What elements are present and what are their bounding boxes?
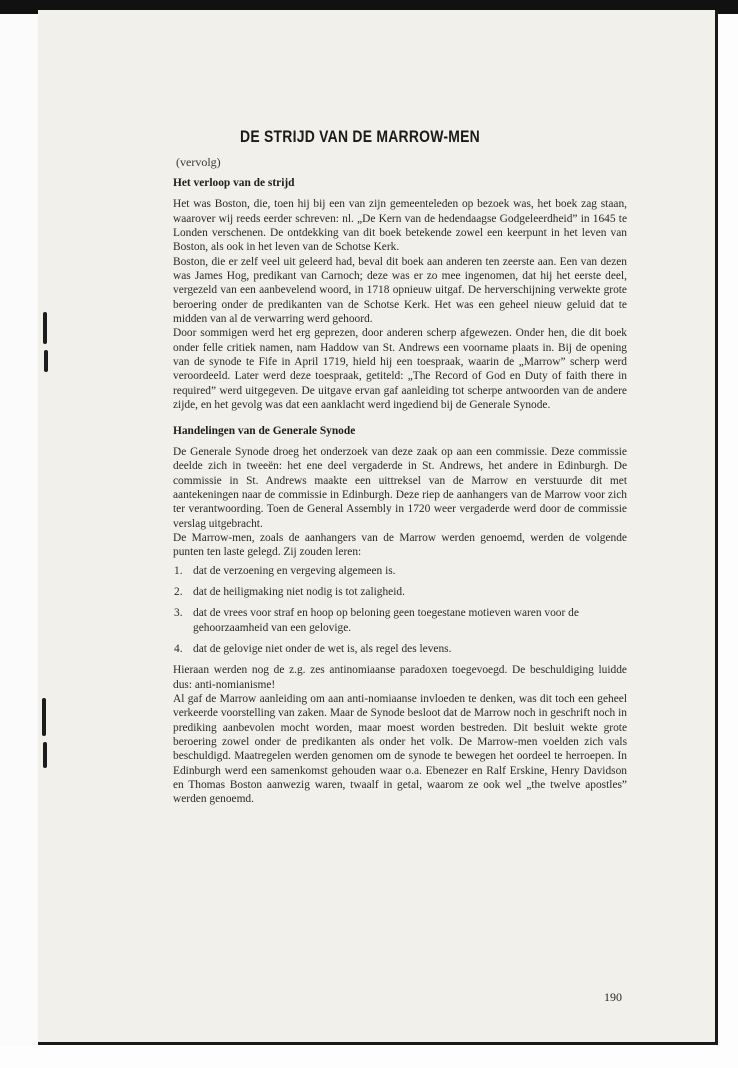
paragraph: Al gaf de Marrow aanleiding om aan anti-nomiaanse invloeden te denken, was dit toch een geheel verkeerde voorstelling van zaken. Maar de Synode besloot dat de Marrow noch in geschrift noch in prediking aanbevolen mocht worden, maar moest worden bestreden. Dit besluit wekte grote beroering zowel onder de predikanten als onder het volk. De Marrow-men voelden zich vals beschuldigd. Maatregelen werden genomen om de synode te bewegen het oordeel te herroepen. In Edinburgh werd een samenkomst gehouden waar o.a. Ebenezer en Ralf Erskine, Henry Davidson en Thomas Boston aanwezig waren, twaalf in getal, waarom ze ook wel „the twelve apostles” werden genoemd.: [173, 693, 627, 806]
binding-mark: [43, 742, 47, 768]
paragraph: De Generale Synode droeg het onderzoek van deze zaak op aan een commissie. Deze commissie deelde zich in tweeën: het ene deel vergaderde in St. Andrews, het andere in Edinburgh. De commissie in St. Andrews maakte een uittreksel van de Marrow en verstuurde dit met aantekeningen naar de commissie in Edinburgh. Deze riep de aanhangers van de Marrow voor zich ter verantwoording. Toen de General Assembly in 1720 weer vergaderde werd door de commissie verslag uitgebracht.: [173, 445, 627, 530]
charges-list: [173, 564, 627, 657]
paragraph: Boston, die er zelf veel uit geleerd had, beval dit boek aan anderen ten zeerste aan. Een van dezen was James Hog, predikant van Carnoch; deze was er zo mee ingenomen, dat hij het eerste deel, vergezeld van een aanbevelend woord, in 1718 opnieuw uitgaf. De herverschijning verwekte grote beroering onder de predikanten van de Schotse Kerk. Het was een geheel nieuw geluid dat te midden van al de verwarring werd gehoord.: [173, 255, 627, 326]
body-text: [173, 176, 627, 807]
page-number: 190: [604, 990, 622, 1004]
paragraph: Door sommigen werd het erg geprezen, door anderen scherp afgewezen. Onder hen, die dit boek onder felle critiek namen, nam Haddow van St. Andrews een voorname plaats in. Bij de opening van de synode te Fife in April 1719, hield hij een toespraak, waarin de „Marrow” scherp werd veroordeeld. Later werd deze toespraak, getiteld: „The Record of God en Duty of faith there in required” werd uitgegeven. De uitgave ervan gaf aanleiding tot scherpe antwoorden van de andere zijde, en het gevolg was dat een aanklacht werd ingediend bij de Generale Synode.: [173, 327, 627, 412]
list-text: dat de gelovige niet onder de wet is, als regel des levens.: [193, 642, 452, 655]
paragraph: Het was Boston, die, toen hij bij een van zijn gemeenteleden op bezoek was, het boek zag staan, waarover wij reeds eerder schreven: nl. „De Kern van de hedendaagse Godgeleerdheid” in 1645 te Londen verschenen. De ontdekking van dit boek betekende zowel een keerpunt in het leven van Boston, als ook in het leven van de Schotse Kerk.: [173, 198, 627, 254]
binding-mark: [43, 312, 47, 344]
paragraph: De Marrow-men, zoals de aanhangers van de Marrow werden genoemd, werden de volgende punten ten laste gelegd. Zij zouden leren:: [173, 531, 627, 559]
scan-margin-right: [716, 0, 738, 1068]
list-item: [173, 564, 627, 578]
paragraph: Hieraan werden nog de z.g. zes antinomiaanse paradoxen toegevoegd. De beschuldiging luidde dus: anti-nomianisme!: [173, 664, 627, 691]
section-heading: Handelingen van de Generale Synode: [173, 424, 356, 437]
list-item: [173, 642, 627, 656]
page-subtitle: (vervolg): [176, 155, 221, 169]
scan-margin-left: [0, 0, 38, 1068]
list-number: 4.: [174, 642, 183, 655]
page-title: DE STRIJD VAN DE MARROW-MEN: [240, 127, 480, 146]
list-item: [173, 585, 627, 599]
list-number: 2.: [174, 585, 183, 598]
list-item: [173, 606, 627, 635]
binding-mark: [44, 350, 48, 372]
section-heading: Het verloop van de strijd: [173, 177, 295, 189]
list-number: 1.: [174, 564, 183, 577]
list-text: dat de verzoening en vergeving algemeen is.: [193, 564, 396, 577]
binding-mark: [42, 698, 46, 736]
list-text: dat de heiligmaking niet nodig is tot zaligheid.: [193, 585, 405, 598]
list-text: dat de vrees voor straf en hoop op beloning geen toegestane motieven waren voor de gehoorzaamheid van een gelovige.: [193, 607, 579, 634]
list-number: 3.: [174, 607, 183, 620]
scan-margin-bottom: [0, 1046, 738, 1068]
